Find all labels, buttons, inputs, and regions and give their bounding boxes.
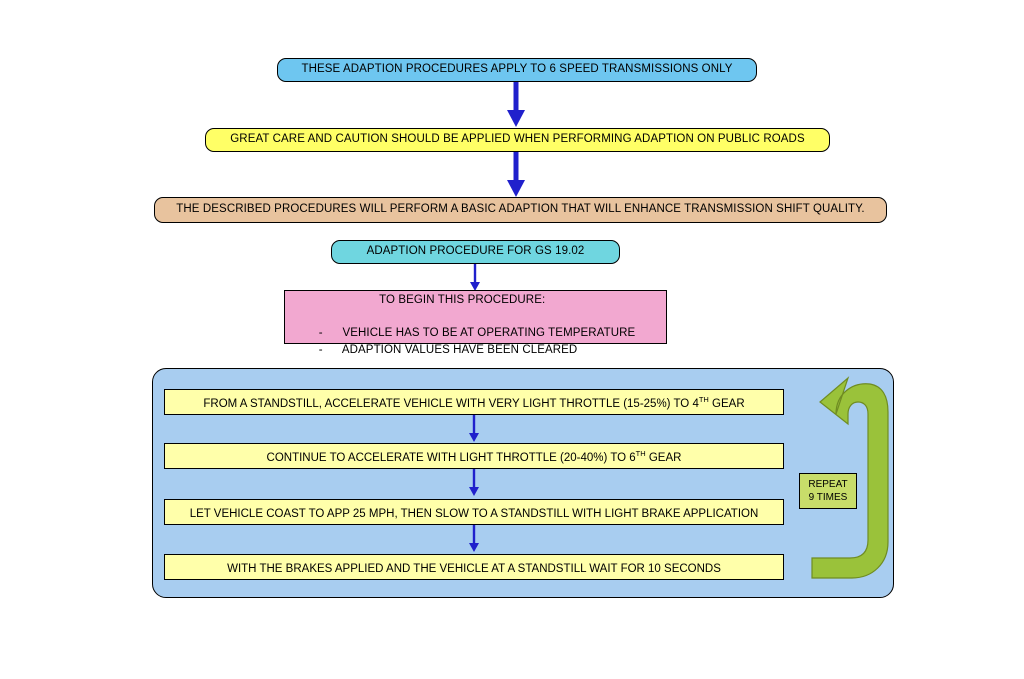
repeat-label-line1: REPEAT: [808, 479, 848, 490]
note-text: THESE ADAPTION PROCEDURES APPLY TO 6 SPEED TRANSMISSIONS ONLY: [301, 63, 733, 76]
arrow-step1-to-step2: [466, 415, 482, 443]
loop-step-1-text: FROM A STANDSTILL, ACCELERATE VEHICLE WITH VERY LIGHT THROTTLE (15-25%) TO 4TH GEAR: [203, 394, 745, 410]
procedure-header-text: ADAPTION PROCEDURE FOR GS 19.02: [366, 245, 585, 258]
repeat-label-line2: 9 TIMES: [808, 492, 848, 503]
repeat-count-box: [799, 473, 857, 509]
caution-box: [205, 128, 830, 152]
loop-step-3-text: LET VEHICLE COAST TO APP 25 MPH, THEN SLOW TO A STANDSTILL WITH LIGHT BRAKE APPLICATION: [189, 507, 759, 520]
caution-text: GREAT CARE AND CAUTION SHOULD BE APPLIED WHEN PERFORMING ADAPTION ON PUBLIC ROADS: [230, 133, 805, 146]
prerequisite-item-2: - ADAPTION VALUES HAVE BEEN CLEARED: [318, 344, 578, 357]
description-text: THE DESCRIBED PROCEDURES WILL PERFORM A BASIC ADAPTION THAT WILL ENHANCE TRANSMISSION SHIFT QUALITY.: [176, 203, 865, 216]
arrow-note-to-caution: [502, 82, 530, 128]
note-box: [277, 58, 757, 82]
description-box: [154, 197, 887, 223]
loop-step-3: [164, 499, 784, 525]
prerequisites-heading: TO BEGIN THIS PROCEDURE:: [379, 294, 546, 306]
arrow-caution-to-description: [502, 152, 530, 198]
loop-step-2-superscript: TH: [635, 448, 646, 458]
prerequisites-box: [284, 290, 667, 357]
loop-step-4: [164, 554, 784, 580]
arrow-step3-to-step4: [466, 525, 482, 553]
loop-step-2-text: CONTINUE TO ACCELERATE WITH LIGHT THROTTLE (20-40%) TO 6TH GEAR: [266, 448, 682, 464]
loop-step-2: [164, 443, 784, 469]
loop-step-1: [164, 389, 784, 415]
prerequisites-text: [285, 259, 635, 376]
loop-step-4-text: WITH THE BRAKES APPLIED AND THE VEHICLE AT A STANDSTILL WAIT FOR 10 SECONDS: [227, 562, 721, 575]
loop-step-1-superscript: TH: [698, 394, 709, 404]
prerequisite-item-1: - VEHICLE HAS TO BE AT OPERATING TEMPERATURE: [318, 327, 636, 340]
arrow-step2-to-step3: [466, 469, 482, 497]
